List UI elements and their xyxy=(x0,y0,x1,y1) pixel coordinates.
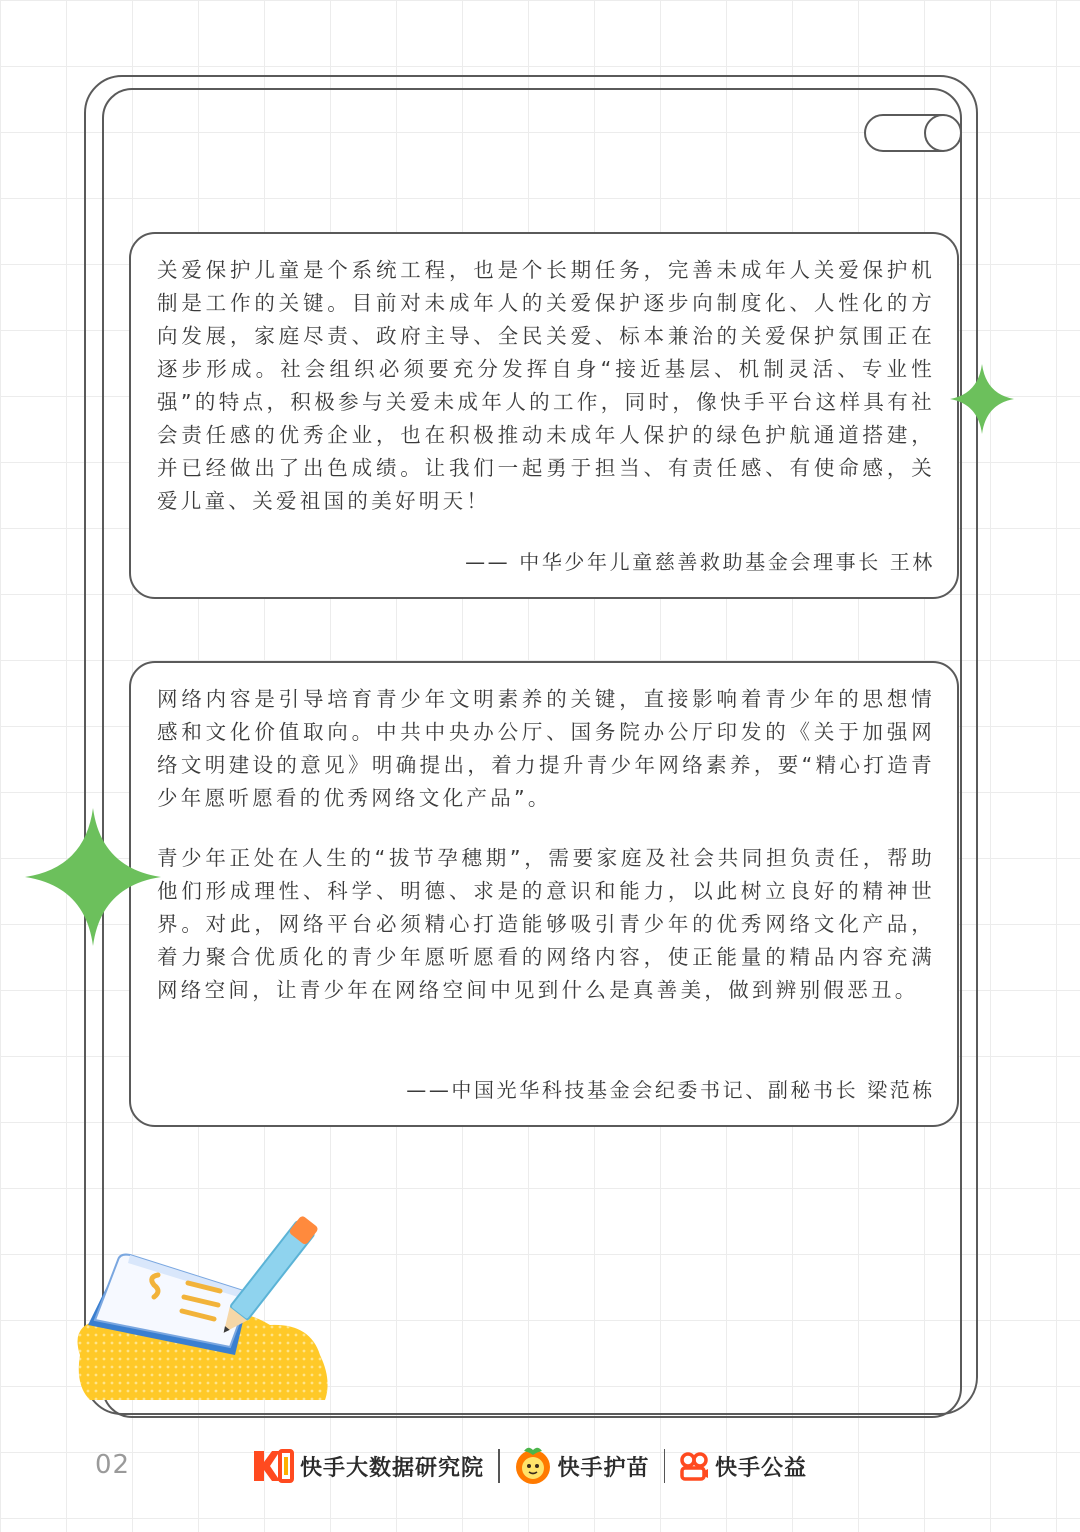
logo-divider xyxy=(664,1449,666,1483)
logo-label: 快手大数据研究院 xyxy=(300,1455,485,1481)
logo-label: 快手公益 xyxy=(715,1455,808,1481)
logo-label: 快手护苗 xyxy=(557,1455,650,1481)
logo-kuaishou-humiao xyxy=(514,1447,650,1485)
footer-logos xyxy=(250,1444,807,1488)
quote-signature: —— 中华少年儿童慈善救助基金会理事长 王林 xyxy=(465,550,935,574)
quote-card-2 xyxy=(129,661,959,1127)
quote-paragraph: 网络内容是引导培育青少年文明素养的关键，直接影响着青少年的思想情感和文化价值取向。中共中央办公厅、国务院办公厅印发的《关于加强网络文明建设的意见》明确提出，着力提升青少年网络素养，要“精心打造青少年愿听愿看的优秀网络文化产品”。 xyxy=(157,687,935,810)
logo-kuaishou-gongyi xyxy=(679,1451,807,1482)
page-number: 02 xyxy=(95,1450,131,1480)
quote-paragraph: 关爱保护儿童是个系统工程，也是个长期任务，完善未成年人关爱保护机制是工作的关键。目前对未成年人的关爱保护逐步向制度化、人性化的方向发展，家庭尽责、政府主导、全民关爱、标本兼治的关爱保护氛围正在逐步形成。社会组织必须要充分发挥自身“接近基层、机制灵活、专业性强”的特点，积极参与关爱未成年人的工作，同时，像快手平台这样具有社会责任感的优秀企业，也在积极推动未成年人保护的绿色护航通道搭建，并已经做出了出色成绩。让我们一起勇于担当、有责任感、有使命感，关爱儿童、关爱祖国的美好明天！ xyxy=(157,258,935,513)
kuaishou-gongyi-logo-icon xyxy=(679,1451,709,1481)
quote-card-1 xyxy=(129,232,959,599)
kuaishou-humiao-logo-icon xyxy=(514,1447,552,1485)
camera-dot xyxy=(924,114,962,152)
quote-paragraph: 青少年正处在人生的“拔节孕穗期”，需要家庭及社会共同担负责任，帮助他们形成理性、科学、明德、求是的意识和能力，以此树立良好的精神世界。对此，网络平台必须精心打造能够吸引青少年的优秀网络文化产品，着力聚合优质化的青少年愿听愿看的网络内容，使正能量的精品内容充满网络空间，让青少年在网络空间中见到什么是真善美，做到辨别假恶丑。 xyxy=(157,846,935,1002)
logo-kuaishou-data-institute xyxy=(250,1449,484,1483)
sparkle-icon xyxy=(950,364,1014,434)
quote-signature: ——中国光华科技基金会纪委书记、副秘书长 梁范栋 xyxy=(406,1078,935,1102)
book-pencil-illustration xyxy=(70,1205,340,1415)
kuaishou-data-institute-logo-icon xyxy=(250,1449,294,1483)
sparkle-icon xyxy=(25,808,161,946)
logo-divider xyxy=(498,1449,500,1483)
